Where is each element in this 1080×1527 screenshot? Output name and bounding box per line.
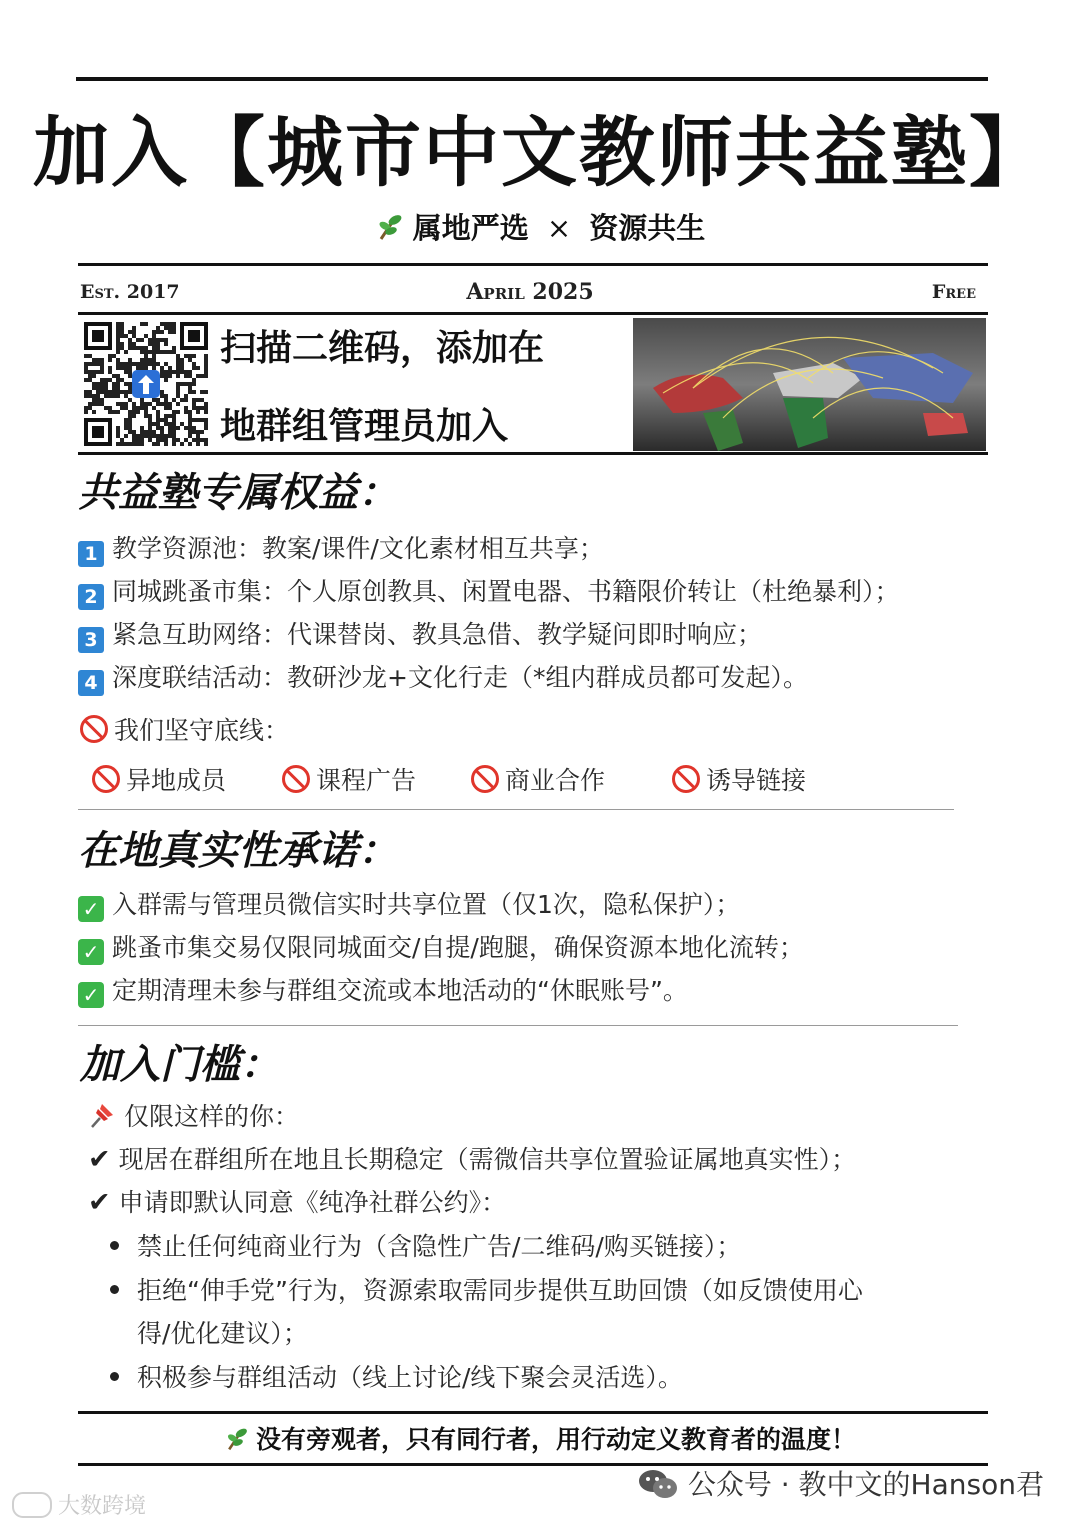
signature-text: 公众号 · 教中文的Hanson君 [687,1468,1044,1501]
scan-bottom-rule [78,452,988,455]
promise-text-2: 跳蚤市集交易仅限同城面交/自提/跑腿，确保资源本地化流转； [112,933,804,962]
benefit-text-1: 教学资源池：教案/课件/文化素材相互共享； [112,534,604,563]
benefit-item-1 [78,532,604,567]
prohibited-icon [80,715,108,743]
bullet-dot [110,1285,119,1294]
page-title: 加入【城市中文教师共益塾】 [33,108,1047,197]
masthead-free: Free [931,281,976,303]
qr-code[interactable] [84,322,208,446]
ban-item-3 [471,764,605,798]
ban-text-4: 诱导链接 [706,766,807,795]
benefit-text-2: 同城跳蚤市集：个人原创教具、闲置电器、书籍限价转让（杜绝暴利）； [112,577,900,606]
masthead-date: April 2025 [466,279,594,305]
rule-bullet-1 [110,1230,741,1264]
number-1-badge: 1 [78,541,104,567]
prohibited-icon [672,765,700,793]
rule-bullet-text-2: 拒绝“伸手党”行为，资源索取需同步提供互助回馈（如反馈使用心 [137,1276,863,1305]
benefit-text-3: 紧急互助网络：代课替岗、教具急借、教学疑问即时响应； [112,620,763,649]
bottomline-text: 我们坚守底线： [114,716,290,745]
prohibited-icon [282,765,310,793]
benefit-item-4 [78,661,808,696]
subtitle [0,208,1080,252]
checkmark-icon: ✔ [88,1144,111,1175]
footer-slogan [0,1422,1080,1462]
number-2-badge: 2 [78,584,104,610]
checkmark-icon: ✓ [78,896,104,922]
sprout-icon [375,212,405,252]
number-3-badge: 3 [78,627,104,653]
checkmark-icon: ✔ [88,1187,111,1218]
masthead-top-rule [78,263,988,266]
promise-text-1: 入群需与管理员微信实时共享位置（仅1次，隐私保护）； [112,890,741,919]
benefit-item-3 [78,618,762,653]
threshold-tick-text-1: 现居在群组所在地且长期稳定（需微信共享位置验证属地真实性）； [118,1145,857,1174]
checkmark-icon: ✓ [78,982,104,1008]
watermark-logo-icon [12,1492,52,1518]
scan-text-line1: 扫描二维码，添加在 [220,327,545,369]
prohibited-icon [471,765,499,793]
threshold-tick-text-2: 申请即默认同意《纯净社群公约》： [118,1188,507,1217]
top-rule [76,77,988,81]
checkmark-icon: ✓ [78,939,104,965]
wechat-icon [638,1468,678,1510]
rule-bullet-3 [110,1361,683,1395]
wechat-signature [638,1466,1044,1510]
ban-item-4 [672,764,806,798]
promise-item-2 [78,931,804,965]
sprout-icon [224,1426,250,1462]
benefit-text-4: 深度联结活动：教研沙龙+文化行走（*组内群成员都可发起）。 [112,663,808,692]
watermark-text: 大数跨境 [58,1494,147,1519]
ban-text-2: 课程广告 [316,766,417,795]
subtitle-times: × [546,211,572,245]
subtitle-part-b: 资源共生 [589,211,706,245]
number-4-badge: 4 [78,670,104,696]
bottomline-label [80,714,289,748]
rule-bullet-2 [110,1274,863,1308]
ban-text-3: 商业合作 [505,766,606,795]
prohibited-icon [92,765,120,793]
benefit-item-2 [78,575,900,610]
threshold-intro [88,1100,299,1138]
promise-item-3 [78,974,688,1008]
scan-text-line2: 地群组管理员加入 [220,405,509,447]
pushpin-icon [88,1101,116,1138]
divider [78,809,954,810]
divider [78,1025,958,1026]
promise-heading: 在地真实性承诺： [78,827,398,874]
masthead-bottom-rule [78,312,988,315]
bullet-dot [110,1241,119,1250]
bullet-dot [110,1372,119,1381]
ban-text-1: 异地成员 [126,766,227,795]
footer-top-rule [78,1411,988,1414]
threshold-tick-1 [88,1143,856,1177]
watermark [12,1492,146,1522]
world-map-image [633,318,986,451]
benefits-heading: 共益塾专属权益： [78,469,398,516]
ban-item-1 [92,764,226,798]
footer-slogan-text: 没有旁观者，只有同行者，用行动定义教育者的温度！ [255,1425,856,1454]
subtitle-part-a: 属地严选 [412,211,529,245]
threshold-intro-text: 仅限这样的你： [124,1102,300,1131]
threshold-heading: 加入门槛： [80,1041,280,1088]
promise-text-3: 定期清理未参与群组交流或本地活动的“休眠账号”。 [112,976,688,1005]
rule-bullet-text-1: 禁止任何纯商业行为（含隐性广告/二维码/购买链接）； [137,1232,742,1261]
rule-bullet-2-cont: 得/优化建议）； [137,1319,308,1348]
ban-item-2 [282,764,416,798]
rule-bullet-text-3: 积极参与群组活动（线上讨论/线下聚会灵活选）。 [137,1363,683,1392]
masthead-est: Est. 2017 [80,281,180,303]
threshold-tick-2 [88,1186,506,1220]
promise-item-1 [78,888,740,922]
